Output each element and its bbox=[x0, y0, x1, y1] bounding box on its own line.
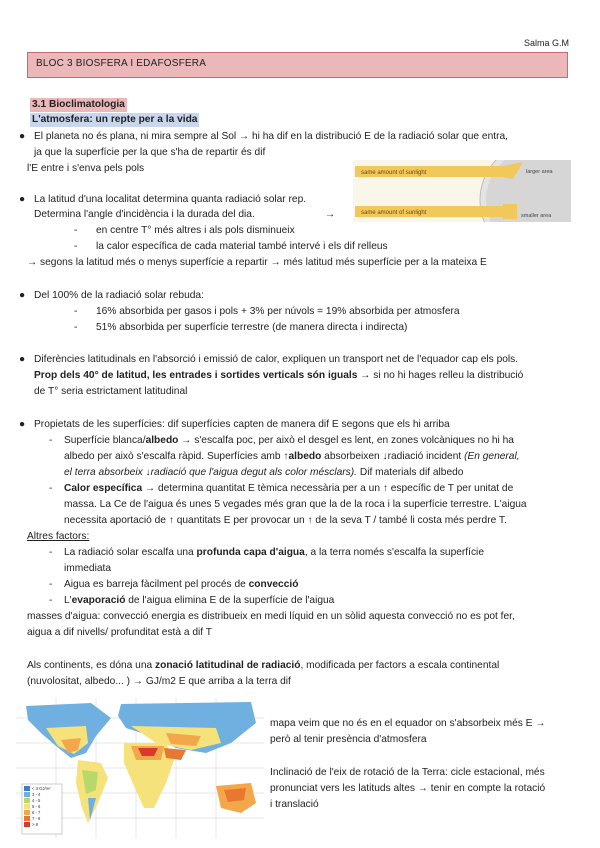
dash-icon: - bbox=[49, 595, 53, 606]
section-subtitle: L'atmosfera: un repte per a la vida bbox=[32, 114, 198, 125]
section-title: 3.1 Bioclimatologia bbox=[32, 99, 125, 110]
dash-icon: - bbox=[74, 322, 78, 333]
sun-label-1: same amount of sunlight bbox=[361, 170, 427, 176]
bullet-icon: ● bbox=[19, 419, 26, 430]
map-note2-line2: pronunciat vers les latituds altes → tenir en compte la rotació bbox=[270, 783, 546, 794]
water-masses-line1: masses d'aigua: convecció energia es distribueix en medi líquid en un sòlid aquesta convecció no es pot fer, bbox=[27, 611, 515, 622]
sunlight-diagram bbox=[353, 160, 571, 222]
dash-icon: - bbox=[74, 241, 78, 252]
factor1-line2: immediata bbox=[64, 563, 111, 574]
bullet-icon: ● bbox=[19, 290, 26, 301]
p5-sub1-line1: Superfície blanca/albedo → s'escalfa poc, per això el desgel es lent, en zones volcàniques no hi ha bbox=[64, 435, 514, 446]
author-name: Salma G.M bbox=[523, 38, 569, 48]
continents-line1: Als continents, es dóna una zonació latitudinal de radiació, modificada per factors a escala continental bbox=[27, 660, 500, 671]
sunlight-angle-figure bbox=[353, 160, 571, 222]
map-note2-line1: Inclinació de l'eix de rotació de la Terra: cicle estacional, més bbox=[270, 767, 545, 778]
arrow-icon: → bbox=[325, 209, 336, 220]
legend-label-2: 4 - 5 bbox=[32, 798, 41, 803]
p2-sub2: la calor específica de cada material també intervé i els dif relleus bbox=[96, 241, 388, 252]
p3-sub1: 16% absorbida per gasos i pols + 3% per núvols = 19% absorbida per atmosfera bbox=[96, 306, 460, 317]
larger-area-label: larger area bbox=[526, 169, 553, 175]
legend-label-3: 5 - 6 bbox=[32, 804, 41, 809]
continents-line2: (nuvolositat, albedo... ) → GJ/m2 E que arriba a la terra dif bbox=[27, 676, 291, 687]
map-note1-line1: mapa veim que no és en el equador on s'absorbeix més E → bbox=[270, 718, 546, 729]
solar-radiation-world-map bbox=[16, 698, 264, 838]
dash-icon: - bbox=[74, 306, 78, 317]
p5-sub1-line2: albedo per això s'escalfa ràpid. Superfícies amb ↑albedo absorbeixen ↓radiació incident (En general, bbox=[64, 451, 520, 462]
legend-label-5: 7 - 8 bbox=[32, 816, 41, 821]
p1-line2: ja que la superfície per la que s'ha de repartir és dif bbox=[34, 147, 266, 158]
dash-icon: - bbox=[49, 547, 53, 558]
factor2: Aigua es barreja fàcilment pel procés de convecció bbox=[64, 579, 299, 590]
p4-line1: Diferències latitudinals en l'absorció i emissió de calor, expliquen un transport net de l'equador cap els pols. bbox=[34, 354, 519, 365]
p4-line3: de T° seria estrictament latitudinal bbox=[34, 386, 188, 397]
dash-icon: - bbox=[49, 435, 53, 446]
p1-line3: l'E entre i s'enva pels pols bbox=[27, 163, 145, 174]
dash-icon: - bbox=[49, 579, 53, 590]
legend-label-4: 6 - 7 bbox=[32, 810, 41, 815]
dash-icon: - bbox=[49, 483, 53, 494]
legend-label-0: < 3 GJ/m² bbox=[32, 786, 51, 791]
water-masses-line2: aigua a dif nivells/ profunditat està a dif T bbox=[27, 627, 212, 638]
sun-label-2: same amount of sunlight bbox=[361, 210, 427, 216]
world-map-graphic bbox=[16, 698, 264, 838]
p1-line1: El planeta no és plana, ni mira sempre al Sol → hi ha dif en la distribució E de la radiació solar que entra, bbox=[34, 131, 508, 142]
block-banner: BLOC 3 BIOSFERA I EDAFOSFERA bbox=[27, 52, 568, 78]
bullet-icon: ● bbox=[19, 131, 26, 142]
p3-line1: Del 100% de la radiació solar rebuda: bbox=[34, 290, 204, 301]
map-note1-line2: però al tenir presència d'atmosfera bbox=[270, 734, 427, 745]
p3-sub2: 51% absorbida per superfície terrestre (de manera directa i indirecta) bbox=[96, 322, 408, 333]
p5-sub2-line3: necessita aportació de ↑ quantitats E per provocar un ↑ de la seva T / també li costa més perdre T. bbox=[64, 515, 507, 526]
p5-sub2-line2: massa. La Ce de l'aigua és unes 5 vegades més gran que la de la roca i la superfície terrestre. L'aigua bbox=[64, 499, 527, 510]
map-note2-line3: i translació bbox=[270, 799, 319, 810]
p2-line3: → segons la latitud més o menys superfície a repartir → més latitud més superfície per a la mateixa E bbox=[27, 257, 487, 268]
legend-label-6: > 8 bbox=[32, 822, 38, 827]
p2-sub1: en centre T° més altres i als pols disminueix bbox=[96, 225, 295, 236]
factor3: L'evaporació de l'aigua elimina E de la superfície de l'aigua bbox=[64, 595, 335, 606]
p2-line1: La latitud d'una localitat determina quanta radiació solar rep. bbox=[34, 194, 307, 205]
p5-sub2-line1: Calor específica → determina quantitat E tèmica necessària per a un ↑ específic de T per unitat de bbox=[64, 483, 514, 494]
bullet-icon: ● bbox=[19, 194, 26, 205]
p5-sub1-line3: el terra absorbeix ↓radiació que l'aigua degut als color mésclars). Dif materials dif albedo bbox=[64, 467, 464, 478]
p5-line1: Propietats de les superfícies: dif superfícies capten de manera dif E segons que els hi arriba bbox=[34, 419, 450, 430]
other-factors-heading: Altres factors: bbox=[27, 531, 90, 542]
p4-line2: Prop dels 40° de latitud, les entrades i sortides verticals són iguals → si no hi hages relleu la distribució bbox=[34, 370, 524, 381]
smaller-area-label: smaller area bbox=[521, 213, 552, 219]
p2-line2: Determina l'angle d'incidència i la durada del dia. bbox=[34, 209, 255, 220]
bullet-icon: ● bbox=[19, 354, 26, 365]
dash-icon: - bbox=[74, 225, 78, 236]
legend-label-1: 3 - 4 bbox=[32, 792, 41, 797]
factor1-line1: La radiació solar escalfa una profunda capa d'aigua, a la terra només s'escalfa la superfície bbox=[64, 547, 484, 558]
